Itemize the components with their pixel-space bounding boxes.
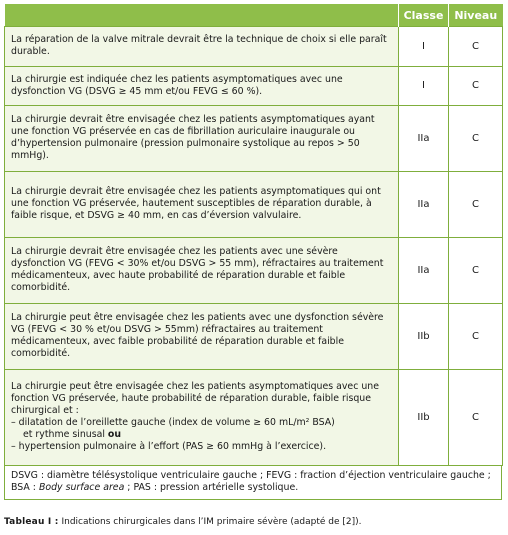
indication-text [5, 370, 399, 466]
indication-item-1-cont [11, 429, 392, 441]
table-row [5, 106, 503, 172]
note-text-part1: DSVG : diamètre télésystolique ventriculaire gauche ; FEVG : fraction d’éjection ventriculaire gauche ; BSA : [11, 470, 491, 493]
niveau-value: C [449, 172, 503, 238]
recommendations-table-container [4, 4, 502, 500]
classe-value: I [399, 67, 449, 106]
header-classe: Classe [399, 4, 449, 27]
table-header-row [5, 4, 503, 27]
niveau-value: C [449, 238, 503, 304]
header-indication [5, 4, 399, 27]
table-row [5, 304, 503, 370]
indication-text: La chirurgie est indiquée chez les patients asymptomatiques avec une dysfonction VG (DSVG ≥ 45 mm et/ou FEVG ≤ 60 %). [5, 67, 399, 106]
table-row [5, 238, 503, 304]
indication-item-1-rythme: et rythme sinusal [23, 429, 105, 440]
table-row [5, 172, 503, 238]
classe-value: IIa [399, 106, 449, 172]
classe-value: IIa [399, 172, 449, 238]
classe-value: IIb [399, 304, 449, 370]
indication-text: La réparation de la valve mitrale devrait être la technique de choix si elle paraît durable. [5, 27, 399, 67]
note-italic: Body surface area [38, 482, 125, 493]
table-caption [4, 517, 361, 527]
indication-text: La chirurgie devrait être envisagée chez les patients asymptomatiques qui ont une fonction VG préservée, hautement susceptibles de réparation durable, à faible risque, et DSVG ≥ 40 mm, en cas d’éversion valvulaire. [5, 172, 399, 238]
niveau-value: C [449, 106, 503, 172]
abbreviations-note [4, 466, 502, 500]
indication-text: La chirurgie peut être envisagée chez les patients avec une dysfonction sévère VG (FEVG < 30 % et/ou DSVG > 55mm) réfractaires au traitement médicamenteux, avec faible probabilité de réparation durable et faible comorbidité. [5, 304, 399, 370]
header-niveau: Niveau [449, 4, 503, 27]
indication-intro: La chirurgie peut être envisagée chez les patients asymptomatiques avec une fonction VG préservée, haute probabilité de réparation durable, faible risque chirurgical et : [11, 381, 379, 416]
caption-text: Indications chirurgicales dans l’IM primaire sévère (adapté de [2]). [58, 517, 362, 527]
niveau-value: C [449, 370, 503, 466]
indication-text: La chirurgie devrait être envisagée chez les patients avec une sévère dysfonction VG (FEVG < 30% et/ou DSVG > 55 mm), réfractaires au traitement médicamenteux, avec haute probabilité de réparation durable et faible comorbidité. [5, 238, 399, 304]
classe-value: IIa [399, 238, 449, 304]
niveau-value: C [449, 67, 503, 106]
table-row [5, 370, 503, 466]
recommendations-table [4, 4, 503, 466]
note-text-part2: ; PAS : pression artérielle systolique. [124, 482, 299, 493]
caption-label: Tableau I : [4, 517, 59, 527]
indication-or: ou [107, 429, 122, 440]
table-row [5, 67, 503, 106]
classe-value: IIb [399, 370, 449, 466]
indication-item-2: – hypertension pulmonaire à l’effort (PAS ≥ 60 mmHg à l’exercice). [11, 441, 327, 452]
table-row [5, 27, 503, 67]
indication-item-1: – dilatation de l’oreillette gauche (index de volume ≥ 60 mL/m² BSA) [11, 417, 335, 428]
classe-value: I [399, 27, 449, 67]
indication-text: La chirurgie devrait être envisagée chez les patients asymptomatiques ayant une fonction VG préservée en cas de fibrillation auriculaire inaugurale ou d’hypertension pulmonaire (pression pulmonaire systolique au repos > 50 mmHg). [5, 106, 399, 172]
niveau-value: C [449, 304, 503, 370]
niveau-value: C [449, 27, 503, 67]
